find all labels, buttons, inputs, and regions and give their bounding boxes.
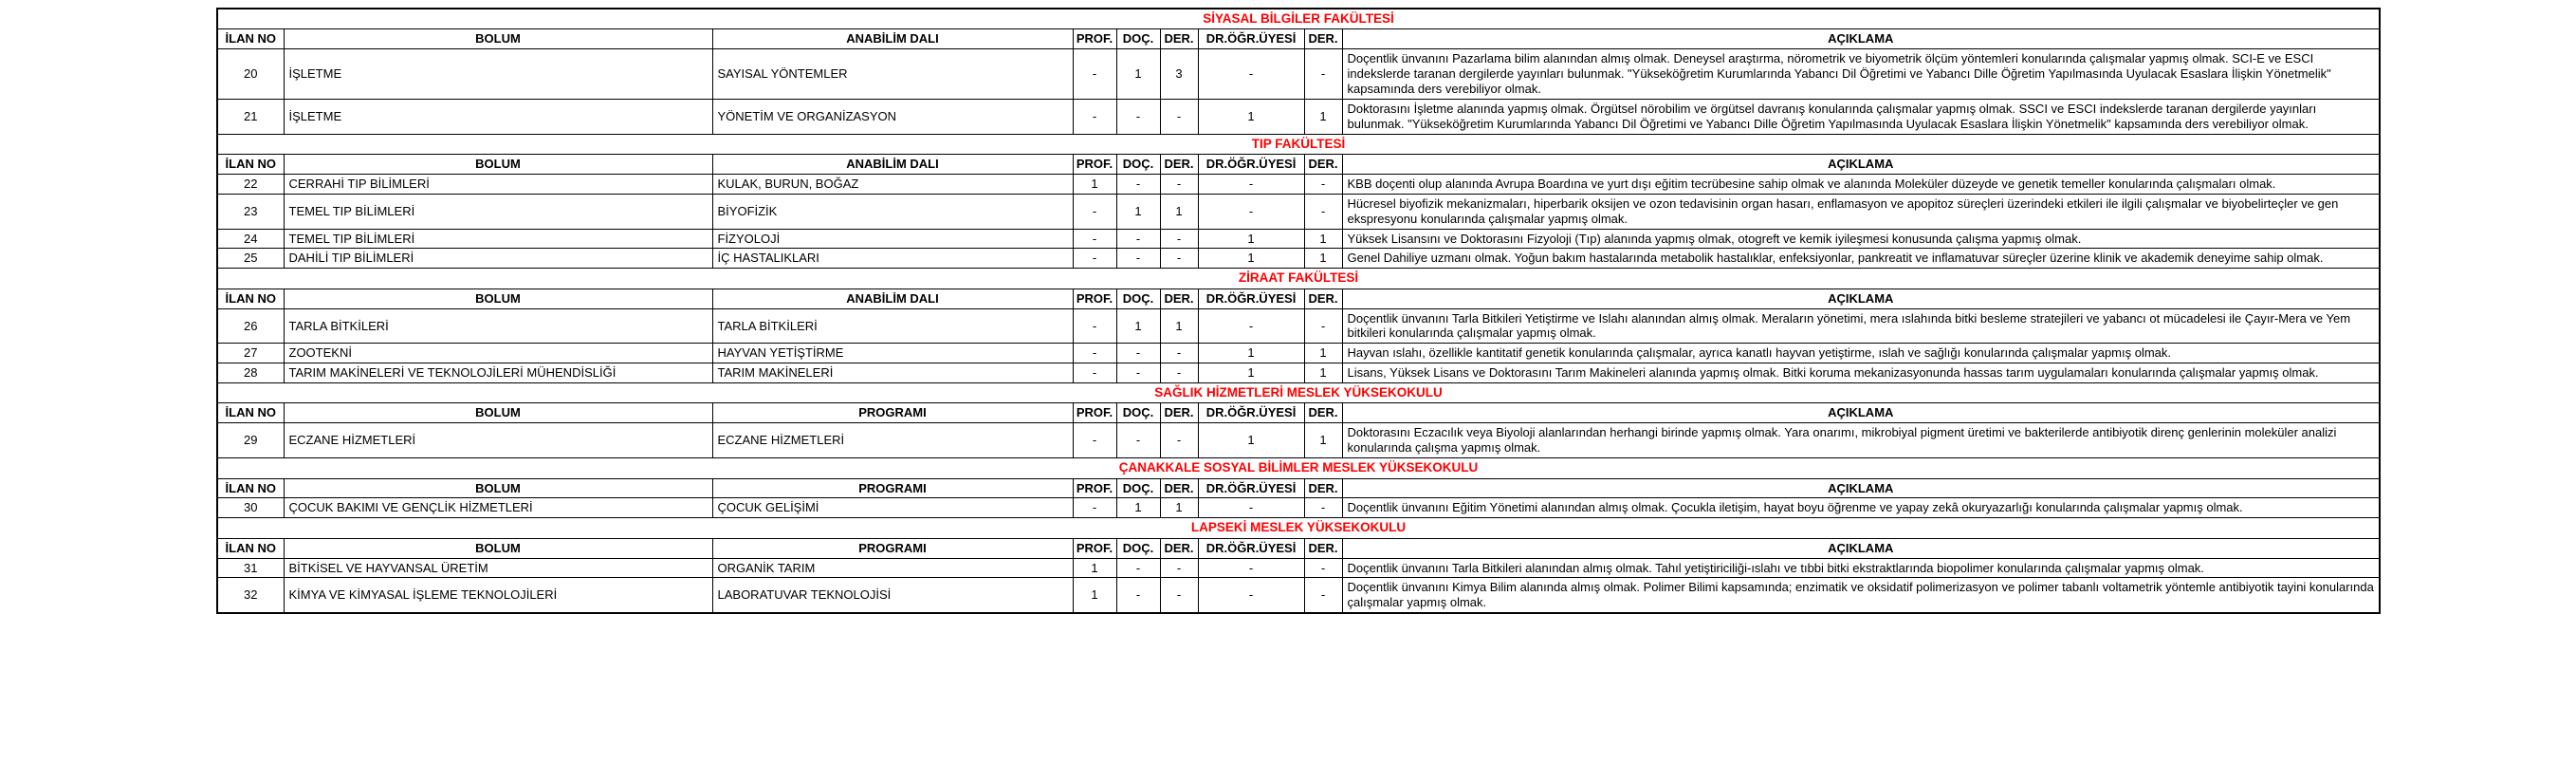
cell-doc: - xyxy=(1116,229,1160,249)
column-header-prof: PROF. xyxy=(1073,155,1116,175)
cell-anabilim-dali: LABORATUVAR TEKNOLOJİSİ xyxy=(712,578,1073,613)
column-header-dr-ogr-uyesi: DR.ÖĞR.ÜYESİ xyxy=(1198,538,1304,558)
column-header-ilan-no: İLAN NO xyxy=(217,538,284,558)
cell-bolum: BİTKİSEL VE HAYVANSAL ÜRETİM xyxy=(284,558,712,578)
column-header-ilan-no: İLAN NO xyxy=(217,478,284,498)
column-header-der-2: DER. xyxy=(1304,478,1342,498)
section-title-row xyxy=(217,9,2380,29)
cell-bolum: TEMEL TIP BİLİMLERİ xyxy=(284,229,712,249)
cell-der-2: 1 xyxy=(1304,229,1342,249)
cell-aciklama: Doçentlik ünvanını Kimya Bilim alanında almış olmak. Polimer Bilimi kapsamında; enzimatik ve oksidatif polimerizasyon ve polimer tabanlı voltametrik yöntemle antibiyotik tayini konularında çalışmalar yapmış olmak. xyxy=(1342,578,2380,613)
section-title-row xyxy=(217,383,2380,403)
column-header-aciklama: AÇIKLAMA xyxy=(1342,478,2380,498)
section-title: ÇANAKKALE SOSYAL BİLİMLER MESLEK YÜKSEKOKULU xyxy=(217,458,2380,478)
cell-prof: - xyxy=(1073,344,1116,363)
column-header-prof: PROF. xyxy=(1073,289,1116,308)
section-title: SİYASAL BİLGİLER FAKÜLTESİ xyxy=(217,9,2380,29)
cell-dr-ogr-uyesi: - xyxy=(1198,308,1304,344)
table-row xyxy=(217,194,2380,229)
column-header-bolum: BOLUM xyxy=(284,155,712,175)
cell-der: - xyxy=(1160,423,1198,458)
column-header-doc: DOÇ. xyxy=(1116,29,1160,49)
cell-dr-ogr-uyesi: 1 xyxy=(1198,363,1304,383)
cell-prof: 1 xyxy=(1073,558,1116,578)
cell-doc: - xyxy=(1116,249,1160,269)
column-header-ilan-no: İLAN NO xyxy=(217,155,284,175)
cell-ilan-no: 32 xyxy=(217,578,284,613)
column-header-bolum: BOLUM xyxy=(284,403,712,423)
cell-der: - xyxy=(1160,229,1198,249)
column-header-row xyxy=(217,403,2380,423)
table-row xyxy=(217,229,2380,249)
cell-der: - xyxy=(1160,344,1198,363)
cell-der-2: - xyxy=(1304,174,1342,194)
table-row xyxy=(217,344,2380,363)
cell-ilan-no: 29 xyxy=(217,423,284,458)
column-header-bolum: BOLUM xyxy=(284,29,712,49)
cell-bolum: TARIM MAKİNELERİ VE TEKNOLOJİLERİ MÜHENDİSLİĞİ xyxy=(284,363,712,383)
table-row xyxy=(217,578,2380,613)
cell-dr-ogr-uyesi: - xyxy=(1198,558,1304,578)
cell-bolum: ÇOCUK BAKIMI VE GENÇLİK HİZMETLERİ xyxy=(284,498,712,518)
section-title: ZİRAAT FAKÜLTESİ xyxy=(217,269,2380,289)
column-header-der: DER. xyxy=(1160,155,1198,175)
cell-aciklama: Doktorasını Eczacılık veya Biyoloji alanlarından herhangi birinde yapmış olmak. Yara onarımı, mikrobiyal pigment üretimi ve bakterilerde antibiyotik direnç genlerinin moleküler analizi konularında çalışma yapmış olmak. xyxy=(1342,423,2380,458)
cell-doc: - xyxy=(1116,578,1160,613)
table-row xyxy=(217,363,2380,383)
cell-bolum: İŞLETME xyxy=(284,99,712,134)
cell-anabilim-dali: TARLA BİTKİLERİ xyxy=(712,308,1073,344)
column-header-der: DER. xyxy=(1160,403,1198,423)
column-header-ilan-no: İLAN NO xyxy=(217,29,284,49)
column-header-doc: DOÇ. xyxy=(1116,478,1160,498)
column-header-row xyxy=(217,538,2380,558)
cell-dr-ogr-uyesi: - xyxy=(1198,578,1304,613)
table-row xyxy=(217,498,2380,518)
cell-doc: - xyxy=(1116,174,1160,194)
cell-der-2: 1 xyxy=(1304,363,1342,383)
cell-anabilim-dali: HAYVAN YETİŞTİRME xyxy=(712,344,1073,363)
table-row xyxy=(217,99,2380,134)
cell-aciklama: Genel Dahiliye uzmanı olmak. Yoğun bakım hastalarında metabolik hastalıklar, enfeksiyonlar, pankreatit ve inflamatuvar süreçler üzerine klinik ve akademik deneyime sahip olmak. xyxy=(1342,249,2380,269)
cell-dr-ogr-uyesi: - xyxy=(1198,194,1304,229)
column-header-doc: DOÇ. xyxy=(1116,538,1160,558)
cell-doc: - xyxy=(1116,423,1160,458)
cell-der-2: - xyxy=(1304,558,1342,578)
cell-anabilim-dali: FİZYOLOJİ xyxy=(712,229,1073,249)
cell-der: 1 xyxy=(1160,498,1198,518)
cell-doc: - xyxy=(1116,99,1160,134)
column-header-doc: DOÇ. xyxy=(1116,155,1160,175)
cell-prof: - xyxy=(1073,194,1116,229)
cell-der: - xyxy=(1160,249,1198,269)
cell-dr-ogr-uyesi: - xyxy=(1198,49,1304,100)
cell-dr-ogr-uyesi: 1 xyxy=(1198,344,1304,363)
cell-bolum: ECZANE HİZMETLERİ xyxy=(284,423,712,458)
column-header-aciklama: AÇIKLAMA xyxy=(1342,29,2380,49)
column-header-prof: PROF. xyxy=(1073,403,1116,423)
cell-bolum: DAHİLİ TIP BİLİMLERİ xyxy=(284,249,712,269)
cell-der-2: 1 xyxy=(1304,249,1342,269)
cell-der-2: 1 xyxy=(1304,344,1342,363)
cell-der-2: - xyxy=(1304,49,1342,100)
column-header-prof: PROF. xyxy=(1073,538,1116,558)
section-title: TIP FAKÜLTESİ xyxy=(217,134,2380,154)
cell-bolum: KİMYA VE KİMYASAL İŞLEME TEKNOLOJİLERİ xyxy=(284,578,712,613)
cell-der-2: 1 xyxy=(1304,423,1342,458)
cell-bolum: İŞLETME xyxy=(284,49,712,100)
cell-ilan-no: 22 xyxy=(217,174,284,194)
cell-aciklama: Doçentlik ünvanını Tarla Bitkileri Yetiştirme ve Islahı alanından almış olmak. Meraların yönetimi, mera ıslahında bitki besleme stratejileri ve yabancı ot mücadelesi ile Çayır-Mera ve Yem bitkileri konularında çalışmalar yapmış olmak. xyxy=(1342,308,2380,344)
cell-anabilim-dali: BİYOFİZİK xyxy=(712,194,1073,229)
cell-dr-ogr-uyesi: 1 xyxy=(1198,423,1304,458)
column-header-doc: DOÇ. xyxy=(1116,403,1160,423)
column-header-dr-ogr-uyesi: DR.ÖĞR.ÜYESİ xyxy=(1198,155,1304,175)
cell-anabilim-dali: KULAK, BURUN, BOĞAZ xyxy=(712,174,1073,194)
cell-der: 1 xyxy=(1160,308,1198,344)
cell-anabilim-dali: ORGANİK TARIM xyxy=(712,558,1073,578)
cell-der-2: 1 xyxy=(1304,99,1342,134)
cell-dr-ogr-uyesi: 1 xyxy=(1198,229,1304,249)
cell-dr-ogr-uyesi: 1 xyxy=(1198,99,1304,134)
column-header-der-2: DER. xyxy=(1304,289,1342,308)
cell-aciklama: KBB doçenti olup alanında Avrupa Boardına ve yurt dışı eğitim tecrübesine sahip olmak ve alanında Moleküler düzeyde ve genetik temeller konularında çalışmaları olmak. xyxy=(1342,174,2380,194)
section-title: LAPSEKİ MESLEK YÜKSEKOKULU xyxy=(217,518,2380,538)
cell-prof: - xyxy=(1073,363,1116,383)
cell-aciklama: Hayvan ıslahı, özellikle kantitatif genetik konularında çalışmalar, ayrıca kanatlı hayvan yetiştirme, ıslah ve sağlığı konularında çalışmalar yapmış olmak. xyxy=(1342,344,2380,363)
column-header-anabilim-dali: ANABİLİM DALI xyxy=(712,155,1073,175)
cell-ilan-no: 23 xyxy=(217,194,284,229)
column-header-prof: PROF. xyxy=(1073,478,1116,498)
cell-anabilim-dali: ÇOCUK GELİŞİMİ xyxy=(712,498,1073,518)
column-header-der-2: DER. xyxy=(1304,155,1342,175)
column-header-anabilim-dali: ANABİLİM DALI xyxy=(712,289,1073,308)
column-header-der-2: DER. xyxy=(1304,29,1342,49)
cell-ilan-no: 25 xyxy=(217,249,284,269)
cell-der: 3 xyxy=(1160,49,1198,100)
section-title-row xyxy=(217,518,2380,538)
cell-ilan-no: 21 xyxy=(217,99,284,134)
column-header-anabilim-dali: ANABİLİM DALI xyxy=(712,29,1073,49)
table-row xyxy=(217,49,2380,100)
cell-anabilim-dali: SAYISAL YÖNTEMLER xyxy=(712,49,1073,100)
cell-ilan-no: 28 xyxy=(217,363,284,383)
column-header-aciklama: AÇIKLAMA xyxy=(1342,403,2380,423)
cell-anabilim-dali: ECZANE HİZMETLERİ xyxy=(712,423,1073,458)
column-header-anabilim-dali: PROGRAMI xyxy=(712,478,1073,498)
cell-bolum: TARLA BİTKİLERİ xyxy=(284,308,712,344)
cell-dr-ogr-uyesi: - xyxy=(1198,174,1304,194)
column-header-anabilim-dali: PROGRAMI xyxy=(712,538,1073,558)
column-header-dr-ogr-uyesi: DR.ÖĞR.ÜYESİ xyxy=(1198,29,1304,49)
table-row xyxy=(217,174,2380,194)
column-header-der: DER. xyxy=(1160,478,1198,498)
cell-doc: - xyxy=(1116,558,1160,578)
cell-anabilim-dali: TARIM MAKİNELERİ xyxy=(712,363,1073,383)
cell-prof: - xyxy=(1073,423,1116,458)
section-title-row xyxy=(217,458,2380,478)
cell-dr-ogr-uyesi: - xyxy=(1198,498,1304,518)
cell-aciklama: Doçentlik ünvanını Pazarlama bilim alanından almış olmak. Deneysel araştırma, nörometrik ve biyometrik ölçüm yöntemleri konularında çalışmalar yapmış olmak. SCI-E ve ESCI indekslerde taranan dergilerde yayınları bulunmak. "Yükseköğretim Kurumlarında Yabancı Dil Öğretimi ve Yabancı Dille Öğretim Yapılmasında Uyulacak Esaslara İlişkin Yönetmelik" kapsamında ders verebiliyor olmak. xyxy=(1342,49,2380,100)
column-header-der-2: DER. xyxy=(1304,538,1342,558)
cell-aciklama: Yüksek Lisansını ve Doktorasını Fizyoloji (Tıp) alanında yapmış olmak, otogreft ve kemik iyileşmesi konusunda çalışma yapmış olmak. xyxy=(1342,229,2380,249)
section-title-row xyxy=(217,269,2380,289)
column-header-row xyxy=(217,478,2380,498)
cell-der: - xyxy=(1160,578,1198,613)
cell-prof: - xyxy=(1073,99,1116,134)
column-header-doc: DOÇ. xyxy=(1116,289,1160,308)
cell-dr-ogr-uyesi: 1 xyxy=(1198,249,1304,269)
column-header-row xyxy=(217,155,2380,175)
cell-der: - xyxy=(1160,174,1198,194)
cell-doc: 1 xyxy=(1116,498,1160,518)
column-header-row xyxy=(217,29,2380,49)
cell-der: 1 xyxy=(1160,194,1198,229)
column-header-dr-ogr-uyesi: DR.ÖĞR.ÜYESİ xyxy=(1198,403,1304,423)
cell-ilan-no: 24 xyxy=(217,229,284,249)
cell-doc: 1 xyxy=(1116,49,1160,100)
column-header-der: DER. xyxy=(1160,29,1198,49)
column-header-ilan-no: İLAN NO xyxy=(217,403,284,423)
cell-aciklama: Doçentlik ünvanını Tarla Bitkileri alanından almış olmak. Tahıl yetiştiriciliği-ıslahı ve tıbbi bitki ekstraktlarında biopolimer konularında çalışmalar yapmış olmak. xyxy=(1342,558,2380,578)
cell-der-2: - xyxy=(1304,498,1342,518)
cell-der: - xyxy=(1160,363,1198,383)
cell-prof: - xyxy=(1073,249,1116,269)
column-header-der: DER. xyxy=(1160,538,1198,558)
cell-der-2: - xyxy=(1304,194,1342,229)
cell-aciklama: Doktorasını İşletme alanında yapmış olmak. Örgütsel nörobilim ve örgütsel davranış konularında çalışmalar yapmış olmak. SSCI ve ESCI indekslerde taranan dergilerde yayınları bulunmak. "Yükseköğretim Kurumlarında Yabancı Dil Öğretimi ve Yabancı Dille Öğretim Yapılmasında Uyulacak Esaslara İlişkin Yönetmelik" kapsamında ders verebiliyor olmak. xyxy=(1342,99,2380,134)
cell-bolum: CERRAHİ TIP BİLİMLERİ xyxy=(284,174,712,194)
cell-ilan-no: 20 xyxy=(217,49,284,100)
column-header-dr-ogr-uyesi: DR.ÖĞR.ÜYESİ xyxy=(1198,289,1304,308)
column-header-aciklama: AÇIKLAMA xyxy=(1342,538,2380,558)
cell-aciklama: Hücresel biyofizik mekanizmaları, hiperbarik oksijen ve ozon tedavisinin organ hasarı, enflamasyon ve apopitoz süreçleri üzerindeki etkileri ile ilgili çalışmalar ve biyobelirteçler ve gen ekspresyonu konularında çalışmalar yapmış olmak. xyxy=(1342,194,2380,229)
cell-der-2: - xyxy=(1304,308,1342,344)
cell-prof: - xyxy=(1073,49,1116,100)
column-header-aciklama: AÇIKLAMA xyxy=(1342,289,2380,308)
cell-doc: 1 xyxy=(1116,194,1160,229)
cell-aciklama: Doçentlik ünvanını Eğitim Yönetimi alanından almış olmak. Çocukla iletişim, hayat boyu öğrenme ve yapay zekâ okuryazarlığı konularında çalışmalar yapmış olmak. xyxy=(1342,498,2380,518)
cell-prof: - xyxy=(1073,498,1116,518)
cell-der: - xyxy=(1160,99,1198,134)
cell-bolum: ZOOTEKNİ xyxy=(284,344,712,363)
cell-prof: 1 xyxy=(1073,174,1116,194)
column-header-dr-ogr-uyesi: DR.ÖĞR.ÜYESİ xyxy=(1198,478,1304,498)
column-header-row xyxy=(217,289,2380,308)
column-header-aciklama: AÇIKLAMA xyxy=(1342,155,2380,175)
cell-der-2: - xyxy=(1304,578,1342,613)
cell-ilan-no: 26 xyxy=(217,308,284,344)
cell-prof: - xyxy=(1073,229,1116,249)
section-title-row xyxy=(217,134,2380,154)
section-title: SAĞLIK HİZMETLERİ MESLEK YÜKSEKOKULU xyxy=(217,383,2380,403)
column-header-prof: PROF. xyxy=(1073,29,1116,49)
cell-ilan-no: 27 xyxy=(217,344,284,363)
table-row xyxy=(217,423,2380,458)
table-row xyxy=(217,558,2380,578)
announcement-table-body xyxy=(217,9,2380,613)
cell-anabilim-dali: YÖNETİM VE ORGANİZASYON xyxy=(712,99,1073,134)
table-row xyxy=(217,308,2380,344)
announcement-page xyxy=(216,8,2381,614)
column-header-bolum: BOLUM xyxy=(284,478,712,498)
cell-der: - xyxy=(1160,558,1198,578)
cell-aciklama: Lisans, Yüksek Lisans ve Doktorasını Tarım Makineleri alanında yapmış olmak. Bitki koruma mekanizasyonunda hassas tarım uygulamaları konularında çalışmalar yapmış olmak. xyxy=(1342,363,2380,383)
column-header-bolum: BOLUM xyxy=(284,289,712,308)
column-header-bolum: BOLUM xyxy=(284,538,712,558)
column-header-der-2: DER. xyxy=(1304,403,1342,423)
cell-doc: 1 xyxy=(1116,308,1160,344)
table-row xyxy=(217,249,2380,269)
cell-prof: 1 xyxy=(1073,578,1116,613)
cell-ilan-no: 30 xyxy=(217,498,284,518)
column-header-der: DER. xyxy=(1160,289,1198,308)
cell-ilan-no: 31 xyxy=(217,558,284,578)
column-header-anabilim-dali: PROGRAMI xyxy=(712,403,1073,423)
cell-doc: - xyxy=(1116,363,1160,383)
announcement-table xyxy=(216,8,2381,614)
cell-anabilim-dali: İÇ HASTALIKLARI xyxy=(712,249,1073,269)
cell-bolum: TEMEL TIP BİLİMLERİ xyxy=(284,194,712,229)
column-header-ilan-no: İLAN NO xyxy=(217,289,284,308)
cell-prof: - xyxy=(1073,308,1116,344)
cell-doc: - xyxy=(1116,344,1160,363)
